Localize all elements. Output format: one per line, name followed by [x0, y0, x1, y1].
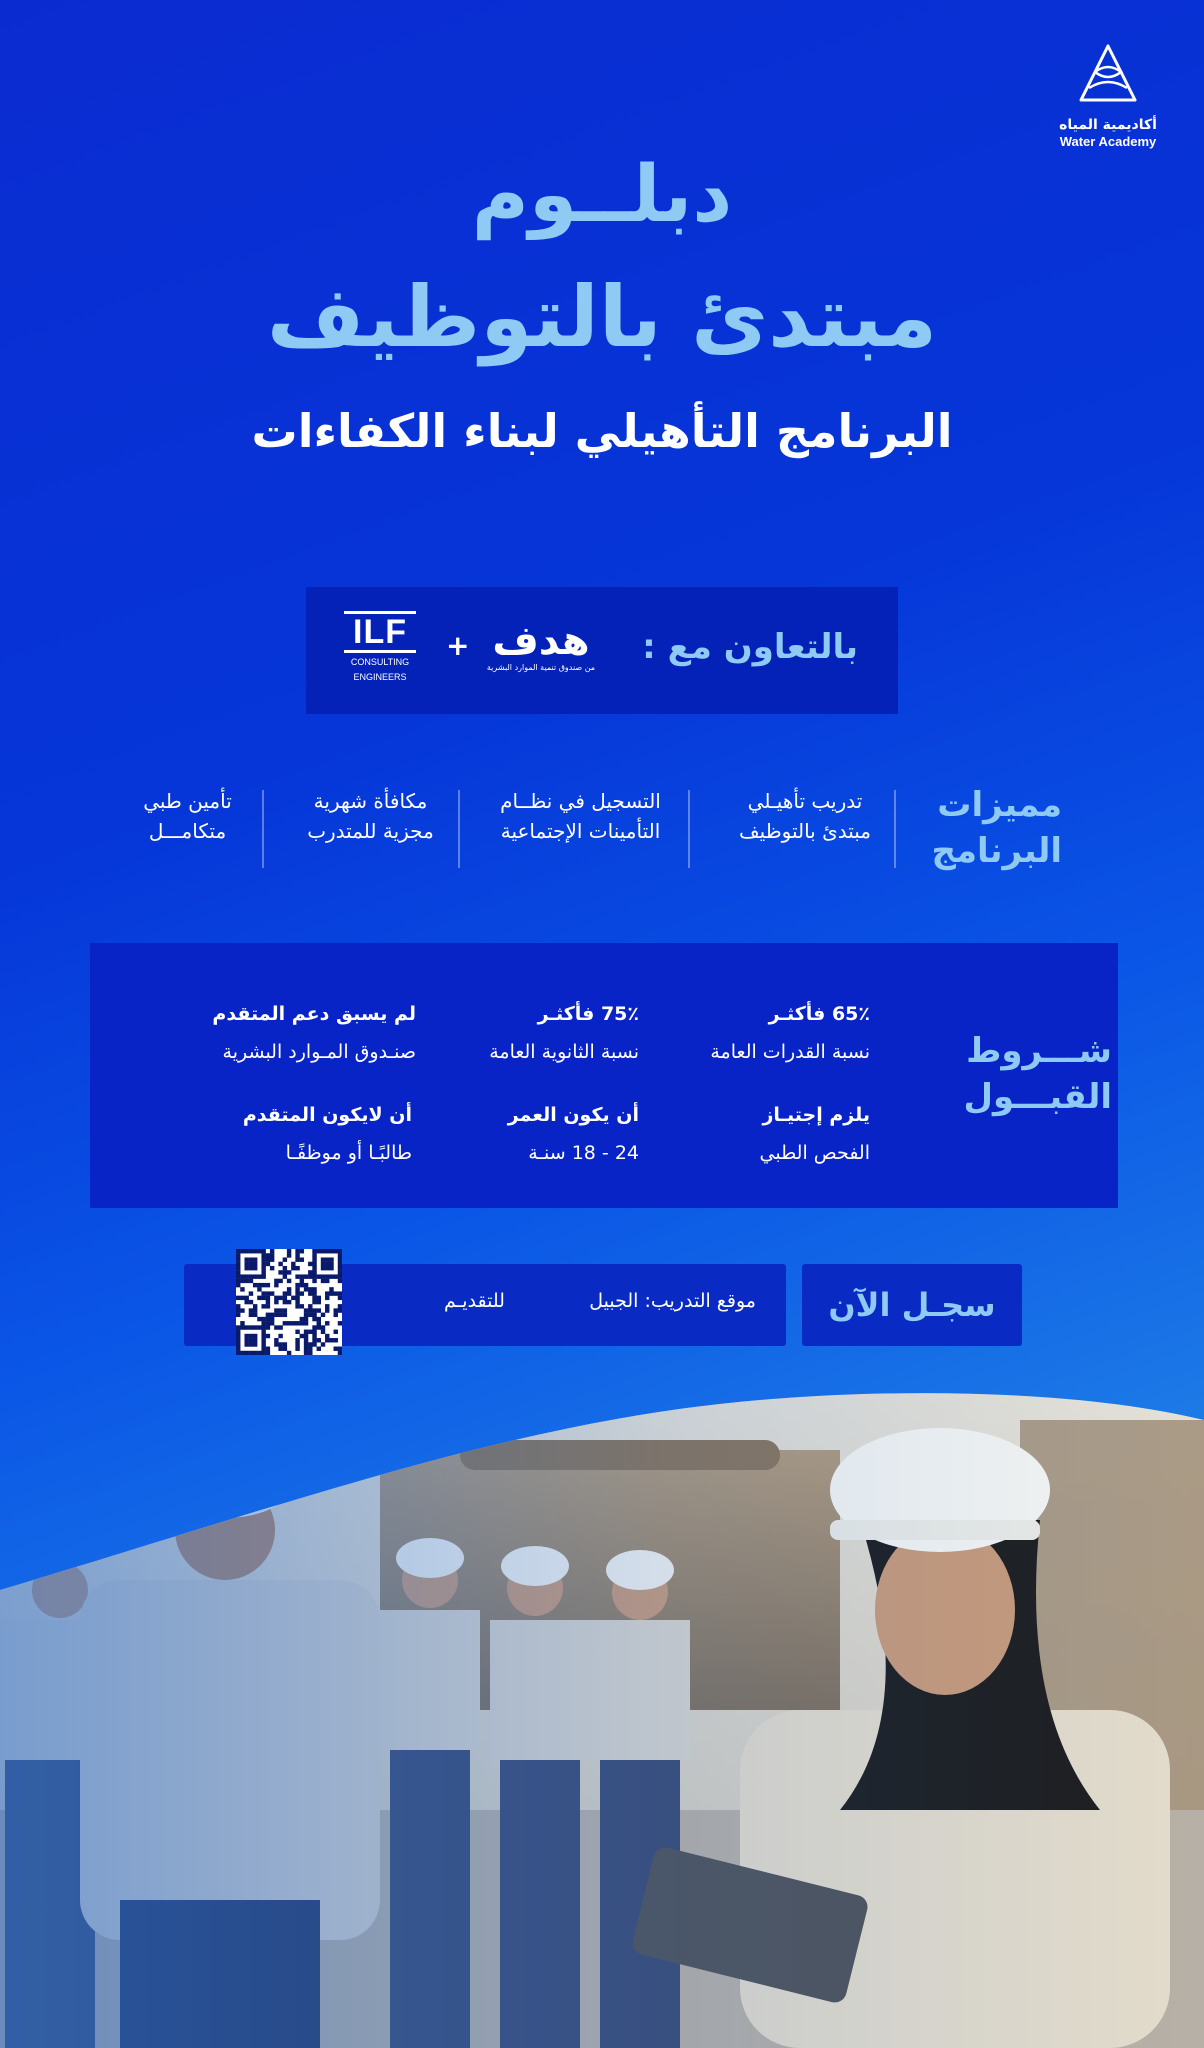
partnership-label: بالتعاون مع :: [642, 627, 858, 667]
condition-title: 75٪ فأكثـر: [537, 1003, 639, 1025]
hadaf-logo-mark: هدف: [492, 618, 590, 664]
condition-title: 65٪ فأكثـر: [768, 1003, 870, 1025]
condition-title: يلزم إجتيـاز: [762, 1104, 870, 1126]
logo-arabic-text: أكاديمية المياه: [1059, 117, 1157, 133]
condition-item: [439, 1096, 639, 1172]
qr-code-icon: [236, 1249, 342, 1355]
feature-line2: متكامـــل: [148, 819, 227, 843]
feature-item: [720, 786, 890, 846]
qr-code[interactable]: [236, 1249, 342, 1355]
conditions-heading-line1: شـــروط: [966, 1031, 1112, 1071]
feature-line2: مبتدئ بالتوظيف: [738, 819, 872, 843]
condition-item: [670, 995, 870, 1071]
water-academy-logo: [1048, 42, 1168, 150]
condition-item: [176, 995, 416, 1071]
water-academy-icon: [1073, 42, 1143, 112]
partnership-box: [306, 587, 898, 714]
condition-item: [172, 1096, 412, 1172]
feature-line2: التأمينات الإجتماعية: [500, 819, 661, 843]
ilf-caption-line2: ENGINEERS: [353, 672, 407, 682]
registration-info-box: [184, 1264, 786, 1346]
logo-english-text: Water Academy: [1059, 134, 1157, 149]
feature-divider: [262, 790, 264, 868]
feature-line1: مكافأة شهرية: [313, 789, 428, 813]
conditions-heading: [964, 1028, 1112, 1120]
condition-value: صنـدوق المـوارد البشرية: [222, 1041, 416, 1063]
condition-value: طالبًـا أو موظفًـا: [285, 1142, 412, 1164]
condition-item: [670, 1096, 870, 1172]
ilf-logo: [344, 611, 416, 695]
condition-title: لم يسبق دعم المتقدم: [212, 1003, 416, 1025]
feature-divider: [458, 790, 460, 868]
diploma-subtitle-title: مبتدئ بالتوظيف: [266, 268, 938, 366]
condition-value: نسبة الثانوية العامة: [489, 1041, 639, 1063]
feature-item: [130, 786, 245, 846]
features-heading: [932, 782, 1062, 874]
features-heading-line2: البرنامج: [931, 831, 1062, 871]
condition-title: أن يكون العمر: [507, 1104, 639, 1126]
program-subtitle: البرنامج التأهيلي لبناء الكفاءات: [251, 404, 953, 458]
apply-label: للتقديـم: [444, 1290, 505, 1312]
feature-line2: مجزية للمتدرب: [307, 819, 434, 843]
hadaf-logo: [486, 619, 596, 679]
condition-value: نسبة القدرات العامة: [710, 1041, 870, 1063]
condition-value: 24 - 18 سنـة: [528, 1142, 639, 1164]
condition-item: [439, 995, 639, 1071]
diploma-title: دبلــوم: [471, 150, 733, 240]
workers-photo: [0, 1380, 1204, 2048]
feature-divider: [894, 790, 896, 868]
condition-title: أن لايكون المتقدم: [242, 1104, 412, 1126]
training-location: موقع التدريب: الجبيل: [589, 1290, 756, 1312]
ilf-logo-mark: ILF: [344, 611, 416, 653]
conditions-heading-line2: القبـــول: [963, 1077, 1112, 1117]
photo-scene: [0, 1380, 1204, 2048]
features-heading-line1: مميزات: [937, 785, 1062, 825]
register-now-button[interactable]: سجـل الآن: [802, 1264, 1022, 1346]
feature-item: [478, 786, 683, 846]
feature-item: [288, 786, 453, 846]
hadaf-logo-caption: من صندوق تنمية الموارد البشرية: [486, 663, 596, 672]
ilf-caption-line1: CONSULTING: [350, 657, 410, 667]
feature-line1: تأمين طبي: [143, 789, 232, 813]
feature-divider: [688, 790, 690, 868]
condition-value: الفحص الطبي: [759, 1142, 870, 1164]
feature-line1: التسجيل في نظــام: [500, 789, 661, 813]
plus-sign: +: [446, 629, 470, 662]
feature-line1: تدريب تأهيـلي: [747, 789, 863, 813]
